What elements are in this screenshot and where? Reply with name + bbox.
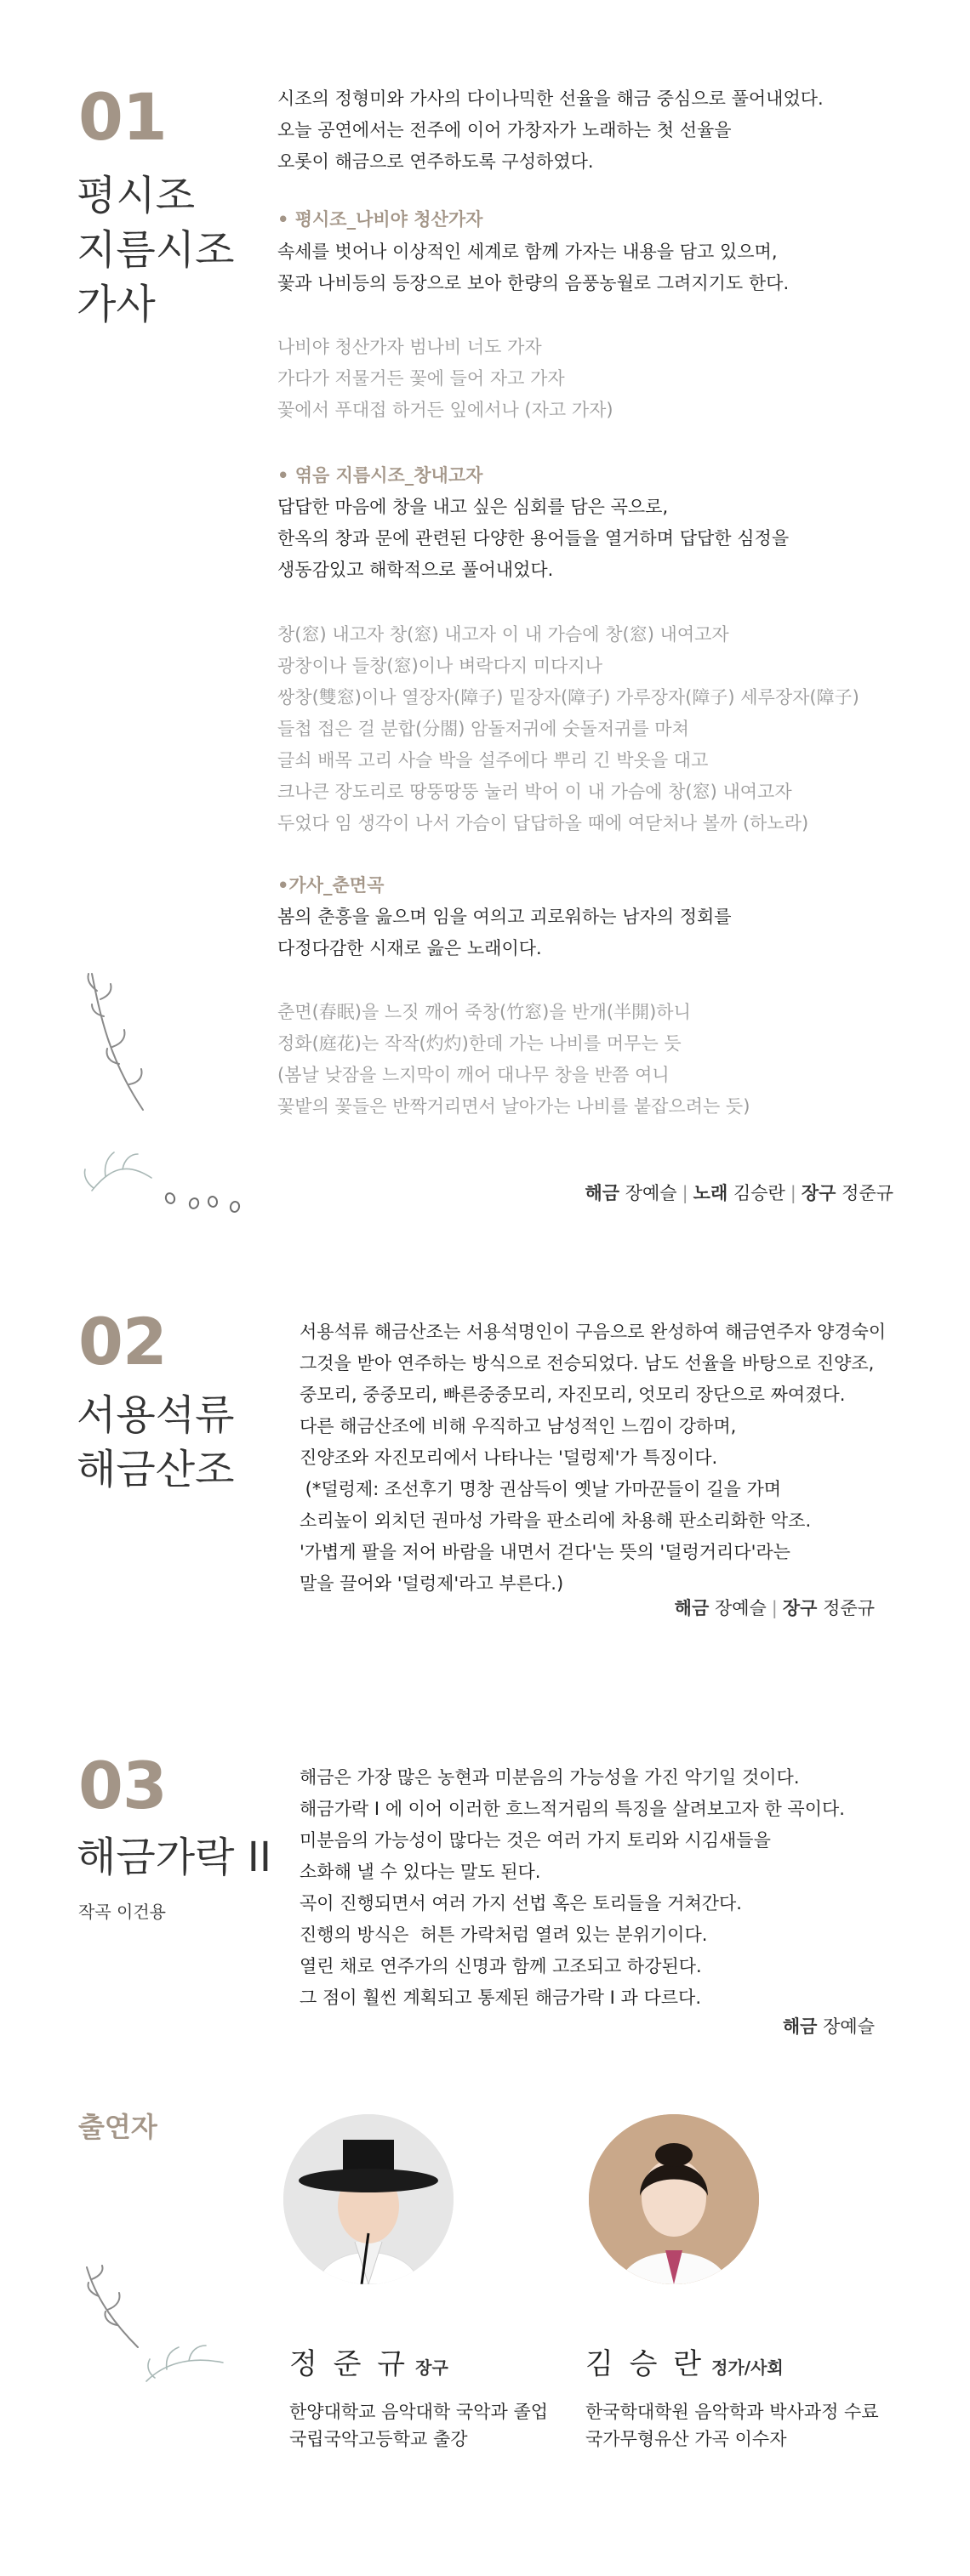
section-number-02: 02 [78, 1304, 167, 1379]
performer-bio [585, 2398, 879, 2453]
section-01-intro [277, 83, 824, 178]
lyric-line: 쌍창(雙窓)이나 열장자(障子) 밑장자(障子) 가루장자(障子) 세루장자(障子) [277, 687, 859, 708]
performer-credits: 해금 장예슬 | 노래 김승란 | 장구 정준규 [585, 1183, 893, 1203]
text-line: 한옥의 창과 문에 관련된 다양한 용어들을 열거하며 답답한 심정을 [277, 528, 790, 549]
text-line: 서용석류 해금산조는 서용석명인이 구음으로 완성하여 해금연주자 양경숙이 [300, 1322, 887, 1342]
text-line: 미분음의 가능성이 많다는 것은 여러 가지 토리와 시김새들을 [300, 1830, 771, 1851]
performer-bio [289, 2398, 548, 2453]
performer-credits: 해금 장예슬 | 장구 정준규 [674, 1598, 875, 1618]
text-line: 해금가락 I 에 이어 이러한 흐느적거림의 특징을 살려보고자 한 곡이다. [300, 1799, 845, 1819]
title-line: 지름시조 [77, 226, 235, 274]
performer-name [289, 2340, 448, 2382]
text-line: 생동감있고 해학적으로 풀어내었다. [277, 560, 554, 580]
text-line: 오늘 공연에서는 전주에 이어 가창자가 노래하는 첫 선율을 [277, 120, 732, 140]
performers-heading: 출연자 [78, 2111, 157, 2143]
title-line: 평시조 [77, 172, 196, 219]
title-line: 가사 [77, 281, 156, 328]
lyric-line: 두었다 임 생각이 나서 가슴이 답답하올 때에 여닫처나 볼까 (하노라) [277, 813, 809, 833]
composer-credit: 작곡 이건용 [78, 1902, 166, 1922]
credit-role: 노래 [693, 1183, 728, 1203]
branch-ornament-icon [75, 965, 168, 1237]
text-line: 소화해 낼 수 있다는 말도 된다. [300, 1862, 541, 1882]
portrait-icon [589, 2114, 759, 2284]
lyric-line: 들첩 접은 걸 분합(分閤) 암돌저귀에 숫돌저귀를 마쳐 [277, 719, 689, 739]
avatar [589, 2114, 759, 2284]
credit-role: 장구 [801, 1183, 836, 1203]
section-number-03: 03 [78, 1748, 167, 1823]
credit-name: 정준규 [842, 1183, 893, 1203]
lyric-line: 꽃에서 푸대접 하거든 잎에서나 (자고 가자) [277, 400, 613, 420]
text-line: 다정다감한 시재로 읊은 노래이다. [277, 938, 542, 958]
performer-name-text: 정 준 규 [289, 2347, 409, 2381]
performer-role: 장구 [415, 2357, 448, 2378]
leaf-sprig-ornament-icon [78, 2262, 231, 2390]
text-line: 말을 끌어와 '덜렁제'라고 부른다.) [300, 1573, 564, 1594]
section-title-02 [77, 1388, 234, 1497]
performer-name-text: 김 승 란 [585, 2347, 705, 2381]
credit-role: 해금 [674, 1598, 710, 1618]
lyric-line: 춘면(春眠)을 느짓 깨어 죽창(竹窓)을 반개(半開)하니 [277, 1002, 691, 1022]
credit-role: 해금 [782, 2016, 818, 2037]
lyric-line: 글쇠 배목 고리 사슬 박을 설주에다 뿌리 긴 박옷을 대고 [277, 750, 709, 771]
text-line: 소리높이 외치던 권마성 가락을 판소리에 차용해 판소리화한 악조. [300, 1510, 812, 1531]
lyric-line: 광창이나 들창(窓)이나 벼락다지 미다지나 [277, 656, 602, 676]
subsection-description [277, 901, 732, 964]
text-line: 그것을 받아 연주하는 방식으로 전승되었다. 남도 선율을 바탕으로 진양조, [300, 1353, 875, 1373]
text-line: 다른 해금산조에 비해 우직하고 남성적인 느낌이 강하며, [300, 1416, 737, 1436]
text-line: 곡이 진행되면서 여러 가지 선법 혹은 토리들을 거쳐간다. [300, 1893, 742, 1914]
performer-name [585, 2340, 784, 2382]
bio-line: 국립국악고등학교 출강 [289, 2429, 468, 2449]
title-line: 서용석류 [77, 1391, 235, 1439]
section-03-body [300, 1762, 845, 2014]
bio-line: 한양대학교 음악대학 국악과 졸업 [289, 2402, 549, 2422]
lyric-line: 창(窓) 내고자 창(窓) 내고자 이 내 가슴에 창(窓) 내여고자 [277, 624, 729, 645]
text-line: 답답한 마음에 창을 내고 싶은 심회를 담은 곡으로, [277, 497, 669, 517]
text-line: 시조의 정형미와 가사의 다이나믹한 선율을 해금 중심으로 풀어내었다. [277, 88, 824, 109]
text-line: 진행의 방식은 허튼 가락처럼 열려 있는 분위기이다. [300, 1925, 708, 1945]
lyric-line: 정화(庭花)는 작작(灼灼)한데 가는 나비를 머무는 듯 [277, 1033, 682, 1054]
credit-name: 정준규 [823, 1598, 875, 1618]
text-line: 열린 채로 연주가의 신명과 함께 고조되고 하강된다. [300, 1956, 702, 1976]
bio-line: 한국학대학원 음악학과 박사과정 수료 [585, 2402, 879, 2422]
lyric-line: 크나큰 장도리로 땅뚱땅뚱 눌러 박어 이 내 가슴에 창(窓) 내여고자 [277, 782, 792, 802]
text-line: 그 점이 훨씬 계획되고 통제된 해금가락 I 과 다르다. [300, 1987, 701, 2008]
text-line: (*덜렁제: 조선후기 명창 권삼득이 옛날 가마꾼들이 길을 가며 [300, 1479, 782, 1499]
credit-name: 장예슬 [823, 2016, 875, 2037]
subheading-gasa: •가사_춘면곡 [277, 875, 385, 896]
subheading-jireumsijo: • 엮음 지름시조_창내고자 [277, 465, 483, 486]
credit-name: 장예슬 [625, 1183, 677, 1203]
dots-ornament-icon [160, 1186, 254, 1220]
lyric-line: 가다가 저물거든 꽃에 들어 자고 가자 [277, 368, 565, 389]
title-line: 해금산조 [77, 1446, 235, 1493]
portrait-icon [283, 2114, 454, 2284]
text-line: 속세를 벗어나 이상적인 세계로 함께 가자는 내용을 담고 있으며, [277, 242, 778, 262]
credit-role: 해금 [585, 1183, 620, 1203]
bio-line: 국가무형유산 가곡 이수자 [585, 2429, 787, 2449]
text-line: 꽃과 나비등의 등장으로 보아 한량의 음풍농월로 그려지기도 한다. [277, 273, 790, 293]
lyric-line: 나비야 청산가자 범나비 너도 가자 [277, 337, 542, 357]
performer-credits [783, 2014, 875, 2039]
performer-role: 정가/사회 [711, 2357, 784, 2378]
lyrics-block [277, 332, 613, 426]
subsection-description [277, 236, 789, 299]
credit-role: 장구 [782, 1598, 818, 1618]
text-line: 봄의 춘흥을 읊으며 임을 여의고 괴로워하는 남자의 정회를 [277, 907, 732, 927]
text-line: '가볍게 팔을 저어 바람을 내면서 걷다'는 뜻의 '덜렁거리다'라는 [300, 1542, 790, 1562]
text-line: 진양조와 자진모리에서 나타나는 '덜렁제'가 특징이다. [300, 1447, 718, 1468]
section-title-01 [77, 168, 234, 332]
lyric-line: (봄날 낮잠을 느지막이 깨어 대나무 창을 반쯤 여니 [277, 1065, 670, 1085]
text-line: 중모리, 중중모리, 빠른중중모리, 자진모리, 엇모리 장단으로 짜여졌다. [300, 1385, 846, 1405]
subheading-pyeongsijo: • 평시조_나비야 청산가자 [277, 209, 483, 230]
avatar [283, 2114, 454, 2284]
section-title-03: 해금가락 II [77, 1834, 272, 1881]
credit-name: 김승란 [733, 1183, 785, 1203]
text-line: 오롯이 해금으로 연주하도록 구성하였다. [277, 151, 594, 172]
text-line: 해금은 가장 많은 농현과 미분음의 가능성을 가진 악기일 것이다. [300, 1767, 800, 1788]
lyric-line: 꽃밭의 꽃들은 반짝거리면서 날아가는 나비를 붙잡으려는 듯) [277, 1096, 750, 1117]
credit-name: 장예슬 [714, 1598, 767, 1618]
section-02-body [300, 1316, 886, 1600]
subsection-description [277, 492, 789, 586]
lyrics-block [277, 997, 750, 1123]
lyrics-block [277, 619, 859, 839]
section-number-01: 01 [78, 79, 167, 155]
